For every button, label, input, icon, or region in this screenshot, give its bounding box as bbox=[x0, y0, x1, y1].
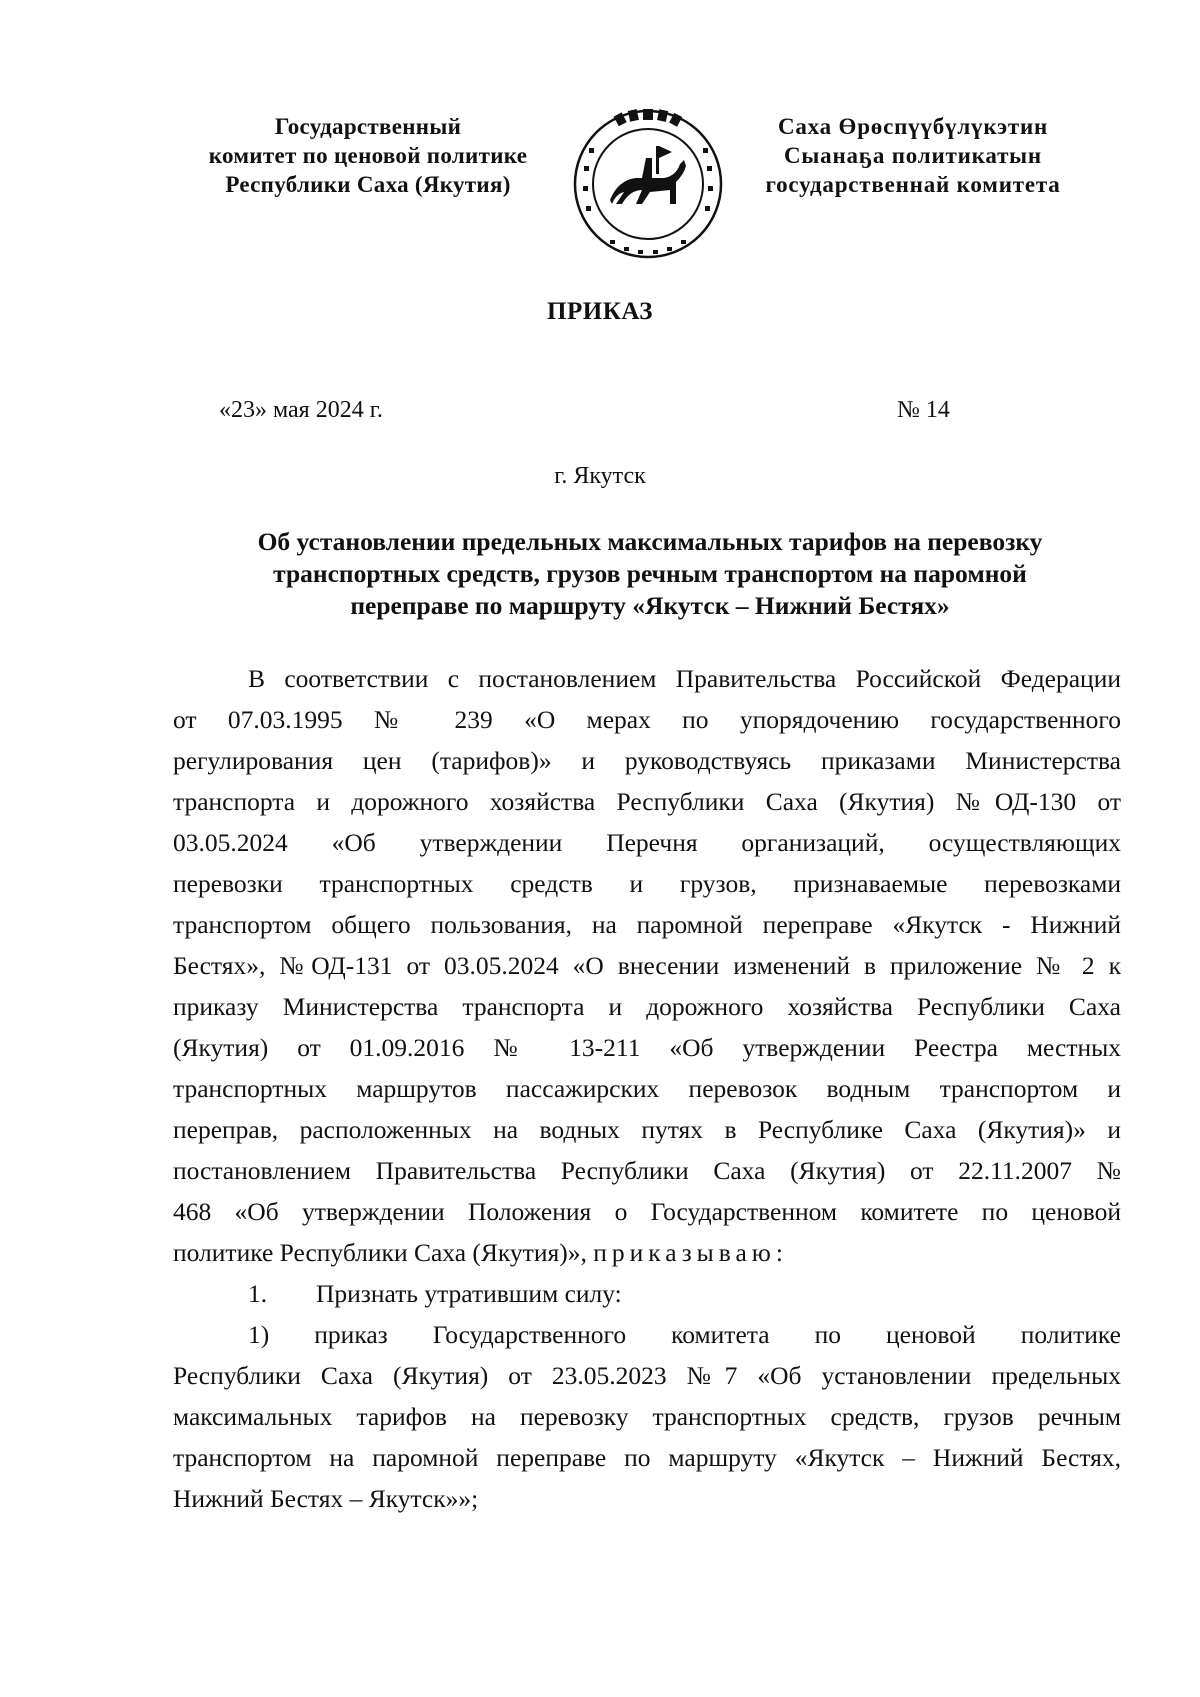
order-city: г. Якутск bbox=[554, 463, 646, 489]
preamble-line: 468 «Об утверждении Положения о Государственном комитете по ценовой bbox=[173, 1197, 1121, 1226]
order-date: «23» мая 2024 г. bbox=[219, 397, 383, 423]
document-type-title: ПРИКАЗ bbox=[547, 298, 653, 325]
heading-line: транспортных средств, грузов речным транспортом на паромной bbox=[273, 559, 1027, 588]
preamble-line: транспорта и дорожного хозяйства Республики Саха (Якутия) №ОД-130 от bbox=[173, 787, 1121, 816]
preamble-line: переправ, расположенных на водных путях в Республике Саха (Якутия)» и bbox=[173, 1115, 1121, 1144]
preamble-line: постановлением Правительства Республики Саха (Якутия) от 22.11.2007 № bbox=[173, 1156, 1121, 1185]
subitem-line: максимальных тарифов на перевозку транспортных средств, грузов речным bbox=[173, 1402, 1121, 1431]
preamble-line: приказу Министерства транспорта и дорожного хозяйства Республики Саха bbox=[173, 992, 1121, 1021]
header-right-line: Сыанаҕа политикатын bbox=[783, 143, 1042, 168]
item-number: 1. bbox=[248, 1279, 268, 1308]
preamble-line: транспортом общего пользования, на паромной переправе «Якутск - Нижний bbox=[173, 910, 1121, 939]
preamble-line: Бестях», №ОД-131 от 03.05.2024 «О внесении изменений в приложение № 2 к bbox=[173, 951, 1121, 980]
order-item-1 bbox=[173, 1273, 1121, 1314]
preamble-line: (Якутия) от 01.09.2016 № 13-211 «Об утверждении Реестра местных bbox=[173, 1033, 1121, 1062]
order-body bbox=[173, 658, 1121, 1519]
preamble-line: регулирования цен (тарифов)» и руководствуясь приказами Министерства bbox=[173, 746, 1121, 775]
preamble-last-text: политике Республики Саха (Якутия)», bbox=[173, 1238, 594, 1267]
header-right-yakut bbox=[738, 112, 1088, 199]
header-left-line: Государственный bbox=[274, 114, 462, 139]
order-number: № 14 bbox=[897, 397, 950, 423]
order-word: приказываю: bbox=[593, 1238, 788, 1267]
subitem-line: Республики Саха (Якутия) от 23.05.2023 №7 «Об установлении предельных bbox=[173, 1361, 1121, 1390]
preamble-line: 03.05.2024 «Об утверждении Перечня организаций, осуществляющих bbox=[173, 828, 1121, 857]
item-text: Признать утратившим силу: bbox=[316, 1279, 622, 1308]
subitem-line: транспортом на паромной переправе по маршруту «Якутск – Нижний Бестях, bbox=[173, 1443, 1121, 1472]
header-right-line: государственнай комитета bbox=[765, 172, 1061, 197]
preamble-last-line bbox=[173, 1232, 1121, 1273]
header-left-russian bbox=[178, 112, 558, 199]
heading-line: Об установлении предельных максимальных тарифов на перевозку bbox=[257, 527, 1043, 556]
header-left-line: комитет по ценовой политике bbox=[208, 143, 528, 168]
preamble-line: В соответствии с постановлением Правительства Российской Федерации bbox=[248, 664, 1121, 693]
header-right-line: Саха Өрөспүүбүлүкэтин bbox=[777, 114, 1049, 139]
subitem-last-line: Нижний Бестях – Якутск»»; bbox=[173, 1484, 479, 1513]
heading-line: переправе по маршруту «Якутск – Нижний Бестях» bbox=[350, 591, 950, 620]
preamble-line: перевозки транспортных средств и грузов, признаваемые перевозками bbox=[173, 869, 1121, 898]
preamble-line: транспортных маршрутов пассажирских перевозок водным транспортом и bbox=[173, 1074, 1121, 1103]
preamble-line: от 07.03.1995 № 239 «О мерах по упорядочению государственного bbox=[173, 705, 1121, 734]
sakha-republic-emblem-icon bbox=[572, 108, 724, 260]
order-heading bbox=[170, 526, 1130, 622]
subitem-line: 1) приказ Государственного комитета по ценовой политике bbox=[248, 1320, 1121, 1349]
header-left-line: Республики Саха (Якутия) bbox=[225, 172, 511, 197]
